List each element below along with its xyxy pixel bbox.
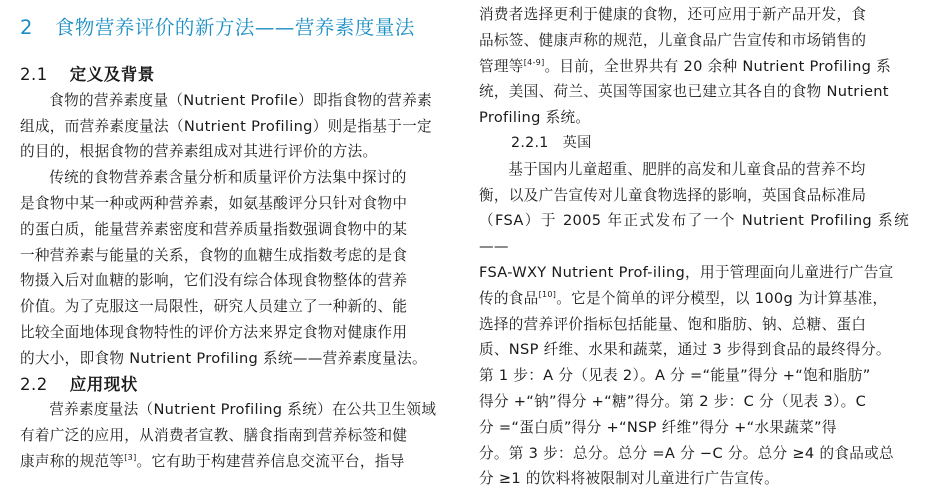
section-title: 食物营养评价的新方法——营养素度量法 xyxy=(54,16,415,39)
section-heading xyxy=(20,12,415,40)
right-column xyxy=(479,2,909,492)
paragraph-definition: 食物的营养素度量（Nutrient Profile）即指食物的营养素 组成，而营养素度量法（Nutrient Profiling）则是指基于一定 的目的，根据食物的营养素组成对其进行评价的方法。 xyxy=(20,91,432,161)
citation-ref: [4-9] xyxy=(523,57,545,67)
paragraph-text: 基于国内儿童超重、肥胖的高发和儿童食品的营养不均 衡，以及广告宣传对儿童食物选择的影响，英国食品标准局 （FSA）于 2005 年正式发布了一个 Nutrient Profiling 系统—— FSA-WXY Nutrient Prof-iling，用于管理面向儿童进行广告宣 传的食品 xyxy=(479,160,909,307)
citation-ref: [3] xyxy=(124,452,137,462)
paragraph-uk-system xyxy=(479,157,909,492)
subsection-title: 应用现状 xyxy=(69,374,138,394)
paragraph-text: 。它有助于构建营养信息交流平台，指导 xyxy=(136,452,405,470)
paragraph-continued xyxy=(479,2,909,131)
paragraph-text: 营养素度量法（Nutrient Profiling 系统）在公共卫生领域 有着广泛的应用，从消费者宣教、膳食指南到营养标签和健 康声称的规范等 xyxy=(20,401,437,470)
subsection-number: 2.2.1 xyxy=(511,134,549,151)
subsection-title: 定义及背景 xyxy=(69,65,155,84)
subsection-number: 2.2 xyxy=(20,374,48,394)
paragraph-traditional-methods: 传统的食物营养素含量分析和质量评价方法集中探讨的 是食物中某一种或两种营养素，如氨基酸评分只针对食物中 的蛋白质，能量营养素密度和营养质量指数强调食物中的某 一种营养素与能量的关系，食物的血糖生成指数考虑的是食 物摄入后对血糖的影响，它们没有综合体现食物整体的营养 价值。为了克服这一局限性，研究人员建立了一种新的、能 比较全面地体现食物特性的评价方法来界定食物对健康作用 的大小，即食物 Nutrient Profiling 系统——营养素度量法。 xyxy=(20,169,427,367)
paragraph-text: 。它是个简单的评分模型，以 100g 为计算基准， 选择的营养评价指标包括能量、饱和脂肪、钠、总糖、蛋白 质、NSP 纤维、水果和蔬菜，通过 3 步得到食品的最终得分。 第 1 步：A 分（见表 2）。A 分 =“能量”得分 +“饱和脂肪” 得分 +“钠”得分 +“糖”得分。第 2 步：C 分（见表 3）。C 分 =“蛋白质”得分 +“NSP 纤维”得分 +“水果蔬菜”得 分。第 3 步：总分。总分 =A 分 −C 分。总分 ≥4 的食品或总 分 ≥1 的饮料将被限制对儿童进行广告宣传。 xyxy=(479,289,894,488)
subsection-title: 英国 xyxy=(562,134,592,151)
subsection-heading-2-2-1 xyxy=(479,131,909,157)
paragraph-application xyxy=(20,397,446,474)
subsection-heading-2-2 xyxy=(20,372,446,398)
subsection-number: 2.1 xyxy=(20,65,48,84)
left-column xyxy=(20,62,446,475)
paragraph-text: 消费者选择更利于健康的食物，还可应用于新产品开发，食 品标签、健康声称的规范，儿童食品广告宣传和市场销售的 管理等 xyxy=(479,6,867,75)
subsection-heading-2-1 xyxy=(20,62,446,88)
section-number: 2 xyxy=(20,16,33,39)
paragraph-text: 。目前，全世界共有 20 余种 Nutrient Profiling 系 统，美国、荷兰、英国等国家也已建立其各自的食物 Nutrient Profiling 系统。 xyxy=(479,57,892,127)
citation-ref: [10] xyxy=(538,289,557,299)
